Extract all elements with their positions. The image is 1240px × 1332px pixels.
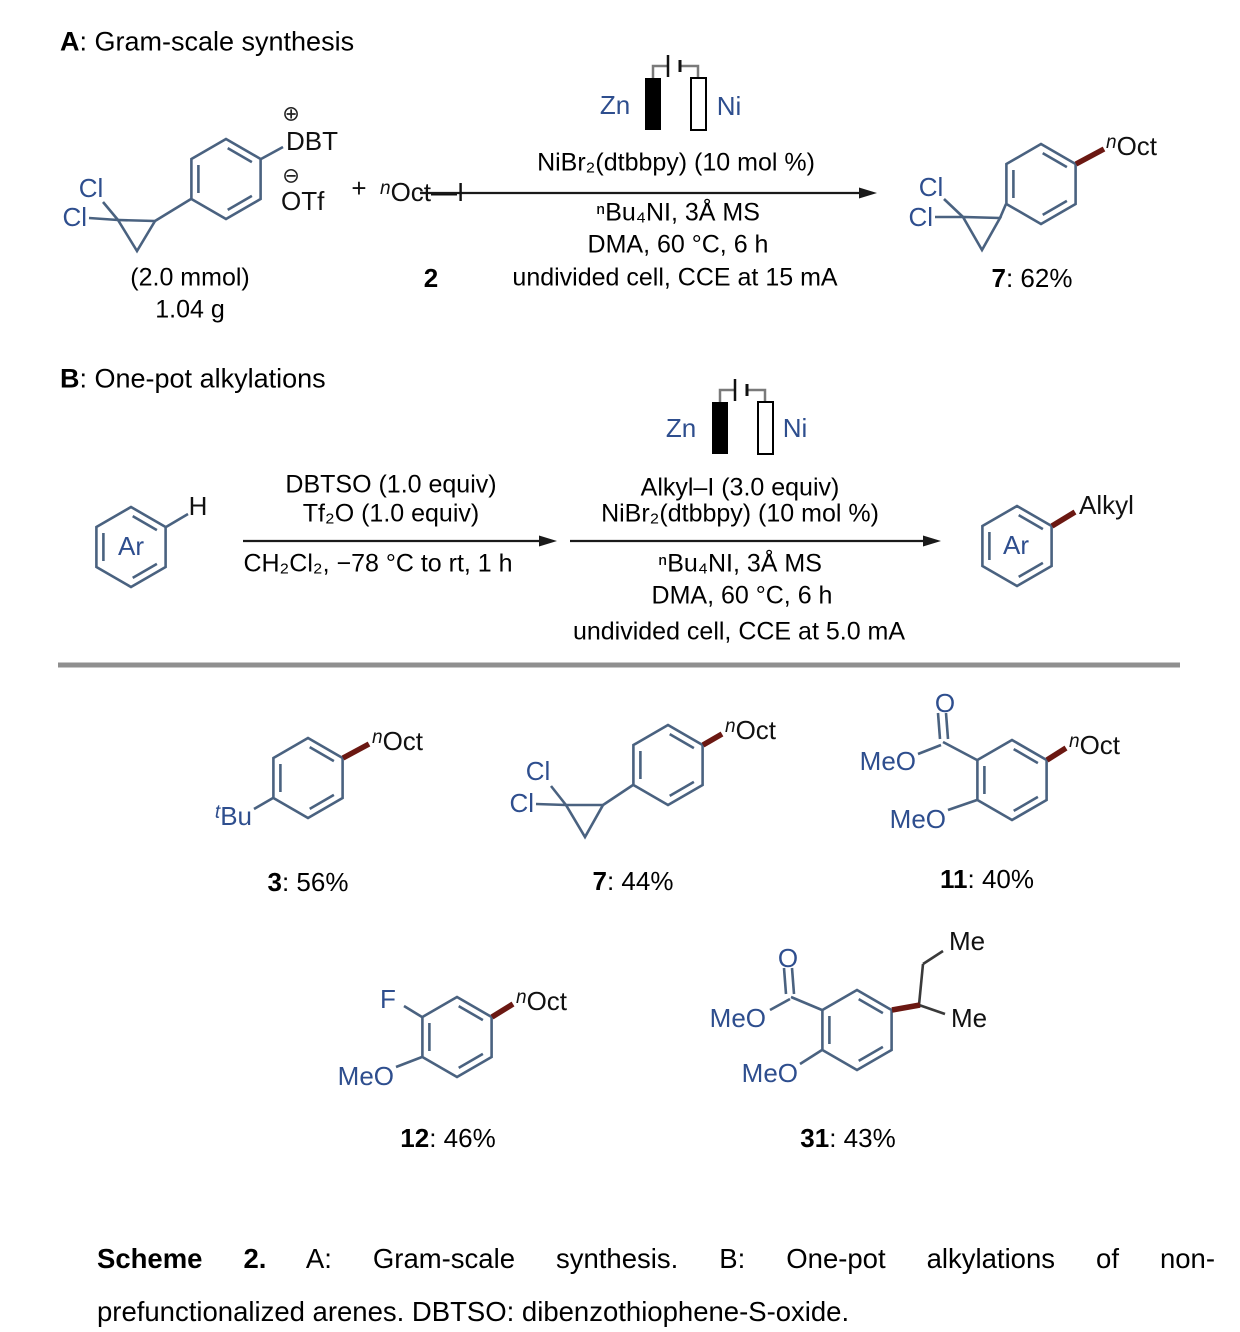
caption-scheme-number: Scheme 2. <box>97 1243 267 1274</box>
methyl-group-label: Me <box>949 926 986 956</box>
condition-line: ⁿBu₄NI, 3Å MS <box>596 198 760 227</box>
octyl-group-label <box>1069 732 1120 758</box>
condition-line: undivided cell, CCE at 5.0 mA <box>572 617 906 646</box>
condition-line: DBTSO (1.0 equiv) <box>285 470 497 499</box>
yield-label-12 <box>400 1125 495 1151</box>
compound-id: 7 <box>592 866 607 896</box>
yield-label-31 <box>800 1125 895 1151</box>
condition-line: NiBr₂(dtbbpy) (10 mol %) <box>537 148 815 177</box>
condition-line: CH₂Cl₂, −78 °C to rt, 1 h <box>243 549 513 578</box>
t-superscript: t <box>214 802 221 823</box>
atom-label-cl: Cl <box>525 756 551 786</box>
aryl-label: Ar <box>1003 530 1029 560</box>
aryl-label: Ar <box>118 531 144 561</box>
section-b-heading <box>60 363 326 394</box>
compound-id: 7 <box>991 263 1006 293</box>
alkyl-group-label: Alkyl <box>1079 490 1134 520</box>
product-7-structure <box>536 725 703 837</box>
new-bond-highlight-a <box>1076 149 1104 164</box>
substrate-a-structure <box>89 139 283 251</box>
plus-sign: + <box>351 173 367 203</box>
condition-line: DMA, 60 °C, 6 h <box>651 581 833 610</box>
atom-label-cl: Cl <box>908 202 933 232</box>
condition-line: NiBr₂(dtbbpy) (10 mol %) <box>601 499 879 528</box>
octyl-group-label <box>1106 133 1157 159</box>
n-superscript: n <box>1106 132 1117 153</box>
yield-label-7a <box>992 265 1073 291</box>
plus-charge-icon: ⊕ <box>282 102 300 126</box>
cathode-label-ni: Ni <box>782 413 808 443</box>
section-a-heading <box>60 26 355 57</box>
methoxy-ester-label: MeO <box>709 1003 766 1033</box>
product-31-structure <box>770 968 892 1070</box>
methoxy-ester-label: MeO <box>859 746 916 776</box>
new-bond-highlight-b <box>1052 512 1075 526</box>
bu-label: Bu <box>220 801 252 831</box>
reaction-arrow-b2 <box>570 536 941 547</box>
compound-id: 12 <box>400 1123 430 1153</box>
n-superscript: n <box>725 716 736 737</box>
atom-label-cl: Cl <box>62 202 87 232</box>
anode-label-zn: Zn <box>665 413 697 443</box>
atom-label-cl: Cl <box>509 788 534 818</box>
compound-id: 31 <box>800 1123 830 1153</box>
new-bond-highlight-3 <box>343 744 369 758</box>
sec-butyl-chain <box>919 951 945 1014</box>
fluorine-label: F <box>380 984 396 1014</box>
oct-label: Oct <box>1079 730 1121 760</box>
n-superscript: n <box>372 727 383 748</box>
yield-value: : 44% <box>606 866 674 896</box>
caption-text: A: Gram-scale synthesis. B: One-pot alkylations of non- <box>266 1243 1215 1274</box>
anode-label-zn: Zn <box>599 90 631 120</box>
caption-line-1 <box>97 1232 1215 1285</box>
yield-value: : 46% <box>429 1123 496 1153</box>
compound-id: 3 <box>267 867 282 897</box>
yield-value: : 56% <box>281 867 349 897</box>
yield-value: : 62% <box>1005 263 1073 293</box>
dbt-group-label: DBT <box>286 126 338 156</box>
triflate-label: OTf <box>281 186 325 216</box>
section-b-letter: B <box>60 363 80 394</box>
cathode-label-ni: Ni <box>716 91 742 121</box>
condition-line: Tf₂O (1.0 equiv) <box>302 499 480 528</box>
atom-label-cl: Cl <box>918 172 944 202</box>
oct-label: Oct <box>1116 131 1158 161</box>
condition-line: ⁿBu₄NI, 3Å MS <box>658 549 822 578</box>
condition-line: undivided cell, CCE at 15 mA <box>512 263 838 292</box>
octyl-group-label <box>725 717 776 743</box>
carbonyl-oxygen-label: O <box>934 688 956 718</box>
compound-number-2: 2 <box>423 263 439 293</box>
electrode-cell-icon-a <box>645 55 706 130</box>
oct-label: Oct <box>382 726 424 756</box>
condition-line: DMA, 60 °C, 6 h <box>587 230 769 259</box>
product-a-structure <box>935 144 1076 250</box>
yield-value: : 40% <box>967 864 1034 894</box>
yield-label-3 <box>268 869 349 895</box>
oct-label: Oct <box>735 715 777 745</box>
section-b-title: : One-pot alkylations <box>79 363 326 394</box>
methoxy-group-label: MeO <box>337 1061 394 1091</box>
substrate-amount-mmol: (2.0 mmol) <box>130 263 250 292</box>
octyl-group-label <box>516 988 567 1014</box>
atom-label-cl: Cl <box>78 173 104 203</box>
compound-id: 11 <box>940 864 968 894</box>
yield-label-11 <box>940 866 1034 892</box>
new-bond-highlight-31 <box>892 1005 920 1010</box>
figure-caption <box>97 1232 1215 1332</box>
caption-line-2: prefunctionalized arenes. DBTSO: dibenzothiophene-S-oxide. <box>97 1296 850 1327</box>
reaction-arrow-b1 <box>243 536 557 547</box>
reagent-octyl-iodide <box>380 179 464 205</box>
octyl-group-label <box>372 728 423 754</box>
substrate-amount-mass: 1.04 g <box>155 295 225 324</box>
section-a-letter: A <box>60 26 80 57</box>
hydrogen-label: H <box>188 491 208 521</box>
product-3-structure <box>254 738 343 818</box>
new-bond-highlight-11 <box>1047 748 1066 760</box>
yield-value: : 43% <box>829 1123 896 1153</box>
reaction-arrow-a <box>420 188 877 199</box>
product-12-structure <box>396 997 492 1077</box>
new-bond-highlight-12 <box>492 1004 513 1017</box>
methoxy-group-label: MeO <box>741 1058 798 1088</box>
electrode-cell-icon-b <box>712 379 773 454</box>
oct-label: Oct <box>526 986 568 1016</box>
new-bond-highlight-7 <box>703 734 722 745</box>
section-a-title: : Gram-scale synthesis <box>79 26 355 57</box>
n-superscript: n <box>516 987 527 1008</box>
n-superscript: n <box>380 178 391 199</box>
carbonyl-oxygen-label: O <box>777 943 799 973</box>
octyl-iodide-label: Oct—I <box>390 177 465 207</box>
yield-label-7 <box>593 868 674 894</box>
methoxy-group-label: MeO <box>889 804 946 834</box>
minus-charge-icon: ⊖ <box>282 164 300 188</box>
condition-line: Alkyl–I (3.0 equiv) <box>640 473 840 502</box>
methyl-group-label: Me <box>951 1003 988 1033</box>
n-superscript: n <box>1069 731 1080 752</box>
tbu-group-label <box>215 803 252 829</box>
